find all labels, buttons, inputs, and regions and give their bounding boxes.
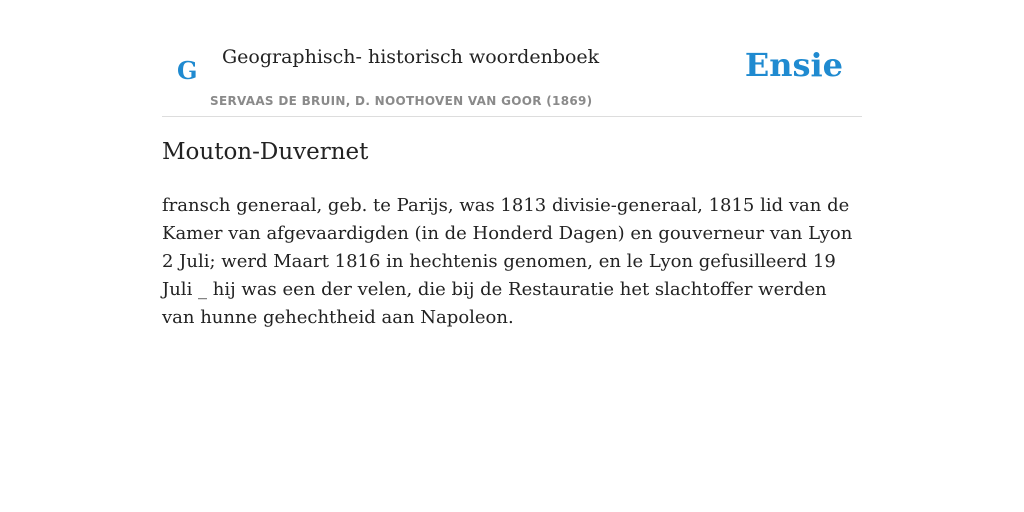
entry-title: Mouton-Duvernet — [162, 139, 369, 165]
book-letter-link[interactable]: G — [177, 56, 198, 85]
page-container — [162, 0, 862, 328]
site-logo[interactable]: Ensie — [744, 46, 843, 84]
entry-text: fransch generaal, geb. te Parijs, was 1813 divisie-generaal, 1815 lid van de Kamer van afgevaardigden (in de Honderd Dagen) en gouverneur van Lyon 2 Juli; werd Maart 1816 in hechtenis genomen, en le Lyon gefusilleerd 19 Juli _ hij was een der velen, die bij de Restauratie het slachtoffer werden van hunne gehechtheid aan Napoleon. — [162, 195, 853, 328]
book-title-link[interactable]: Geographisch- historisch woordenboek — [222, 46, 600, 68]
book-authors: SERVAAS DE BRUIN, D. NOOTHOVEN VAN GOOR (1869) — [210, 94, 593, 108]
book-header — [162, 0, 862, 117]
